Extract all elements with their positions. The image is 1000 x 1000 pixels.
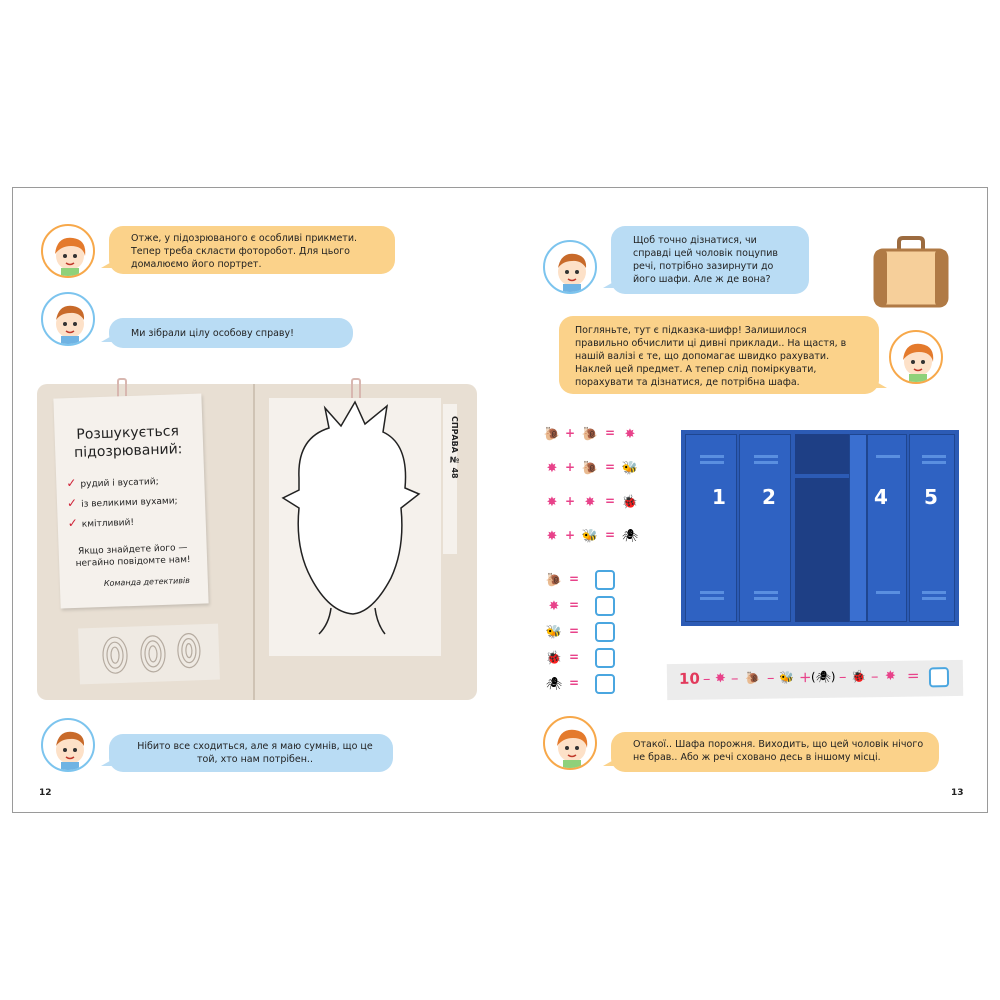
answer-box-spider[interactable] [595, 674, 615, 694]
star-flower-icon: ✸ [546, 529, 558, 544]
minus-sign: – [730, 669, 739, 688]
answer-box-bee[interactable] [595, 622, 615, 642]
note-title: Розшукується підозрюваний: [73, 423, 183, 461]
portrait-frame [269, 398, 441, 656]
minus-sign: – [870, 667, 879, 686]
equals-sign: = [605, 494, 616, 508]
speech-bubble [559, 316, 879, 394]
speech-bubble [611, 732, 939, 772]
bubble-text: Погляньте, тут є підказка-шифр! Залишилося правильно обчислити ці дивні приклади.. На щастя, в нашій валізі є те, що допомагає швидко рахувати. Наклей цей предмет. А тепер слід поміркувати, порахувати та дізнатися, де потрібна шафа. [575, 325, 847, 388]
plus-sign: + [565, 528, 576, 542]
note-item: ✓ рудий і вусатий; [66, 475, 159, 491]
girl-avatar-icon [543, 716, 597, 770]
locker-number: 1 [712, 485, 726, 509]
spider-icon: 🕷 [621, 529, 639, 544]
star-flower-icon: ✸ [548, 599, 560, 614]
fingerprints-strip [78, 624, 220, 685]
ladybug-icon: 🐞 [850, 669, 867, 684]
plus-sign: + [565, 426, 576, 440]
bee-icon: 🐝 [778, 670, 795, 685]
note-item: ✓ кмітливий! [67, 515, 135, 531]
minus-sign: – [838, 667, 847, 686]
star-flower-icon: ✸ [884, 668, 896, 685]
page-number: 13 [951, 788, 964, 798]
star-flower-icon: ✸ [584, 495, 596, 510]
star-flower-icon: ✸ [714, 671, 726, 687]
locker-open-compartment[interactable] [795, 434, 849, 622]
check-icon: ✓ [66, 495, 78, 511]
locker-open-door[interactable] [849, 434, 867, 622]
equals-sign: = [605, 426, 616, 440]
speech-bubble [109, 226, 395, 274]
cipher-strip [667, 660, 963, 700]
answer-box-star[interactable] [595, 596, 615, 616]
suitcase-icon [873, 236, 949, 308]
girl-avatar-icon [41, 224, 95, 278]
locker-door-5[interactable] [909, 434, 955, 622]
equals-sign: = [569, 572, 580, 586]
answer-box-snail[interactable] [595, 570, 615, 590]
snail-icon: 🐌 [581, 427, 599, 442]
book-spread [12, 187, 988, 813]
bubble-text: Нібито все сходиться, але я маю сумнів, що це той, хто нам потрібен.. [137, 741, 373, 765]
equals-sign: = [906, 666, 920, 685]
speech-bubble [611, 226, 809, 294]
equals-sign: = [605, 460, 616, 474]
spider-icon: 🕷 [545, 677, 563, 692]
boy-avatar-icon [543, 240, 597, 294]
face-outline-icon [269, 398, 441, 656]
folder-spine [253, 384, 255, 700]
check-icon: ✓ [67, 515, 79, 531]
locker-number: 2 [762, 485, 776, 509]
snail-icon: 🐌 [744, 670, 761, 685]
ladybug-icon: 🐞 [545, 651, 563, 666]
note-item: ✓ із великими вухами; [66, 495, 178, 511]
plus-sign: + [565, 460, 576, 474]
cipher-number: 10 [678, 669, 700, 688]
star-flower-icon: ✸ [624, 427, 636, 442]
speech-bubble [109, 734, 393, 772]
spider-icon: (🕷) [810, 669, 836, 685]
check-icon: ✓ [66, 475, 77, 491]
bee-icon: 🐝 [545, 625, 563, 640]
lockers [681, 430, 959, 626]
equals-sign: = [569, 676, 580, 690]
snail-icon: 🐌 [543, 427, 561, 442]
note-warning: Якщо знайдете його — негайно повідомте нам! [75, 543, 191, 569]
star-flower-icon: ✸ [546, 495, 558, 510]
wanted-note [53, 393, 208, 608]
speech-bubble [109, 318, 353, 348]
page-number: 12 [39, 788, 52, 798]
note-signature: Команда детективів [103, 575, 191, 588]
locker-door-2[interactable] [739, 434, 791, 622]
snail-icon: 🐌 [545, 573, 563, 588]
locker-number: 5 [924, 485, 938, 509]
boy-avatar-icon [41, 292, 95, 346]
bubble-text: Отже, у підозрюваного є особливі прикмети. Тепер треба скласти фоторобот. Для цього домалюємо його портрет. [131, 233, 358, 270]
snail-icon: 🐌 [581, 461, 599, 476]
minus-sign: – [702, 669, 711, 688]
girl-avatar-icon [889, 330, 943, 384]
answer-box-ladybug[interactable] [595, 648, 615, 668]
bubble-text: Щоб точно дізнатися, чи справді цей чоловік поцупив речі, потрібно зазирнути до його шафи. Але ж де вона? [633, 235, 779, 285]
ladybug-icon: 🐞 [621, 495, 639, 510]
locker-door-4[interactable] [867, 434, 907, 622]
bee-icon: 🐝 [621, 461, 639, 476]
locker-number: 4 [874, 485, 888, 509]
boy-avatar-icon [41, 718, 95, 772]
equals-sign: = [569, 650, 580, 664]
equals-sign: = [569, 598, 580, 612]
bee-icon: 🐝 [581, 529, 599, 544]
equals-sign: = [605, 528, 616, 542]
equals-sign: = [569, 624, 580, 638]
plus-sign: + [798, 668, 812, 687]
star-flower-icon: ✸ [546, 461, 558, 476]
answer-box-cipher[interactable] [929, 667, 949, 687]
bubble-text: Отакої.. Шафа порожня. Виходить, що цей чоловік нічого не брав.. Або ж речі сховано десь в іншому місці. [633, 739, 924, 763]
case-label: СПРАВА № 48 [450, 416, 459, 479]
bubble-text: Ми зібрали цілу особову справу! [131, 328, 294, 339]
locker-door-1[interactable] [685, 434, 737, 622]
plus-sign: + [565, 494, 576, 508]
minus-sign: – [766, 668, 775, 687]
